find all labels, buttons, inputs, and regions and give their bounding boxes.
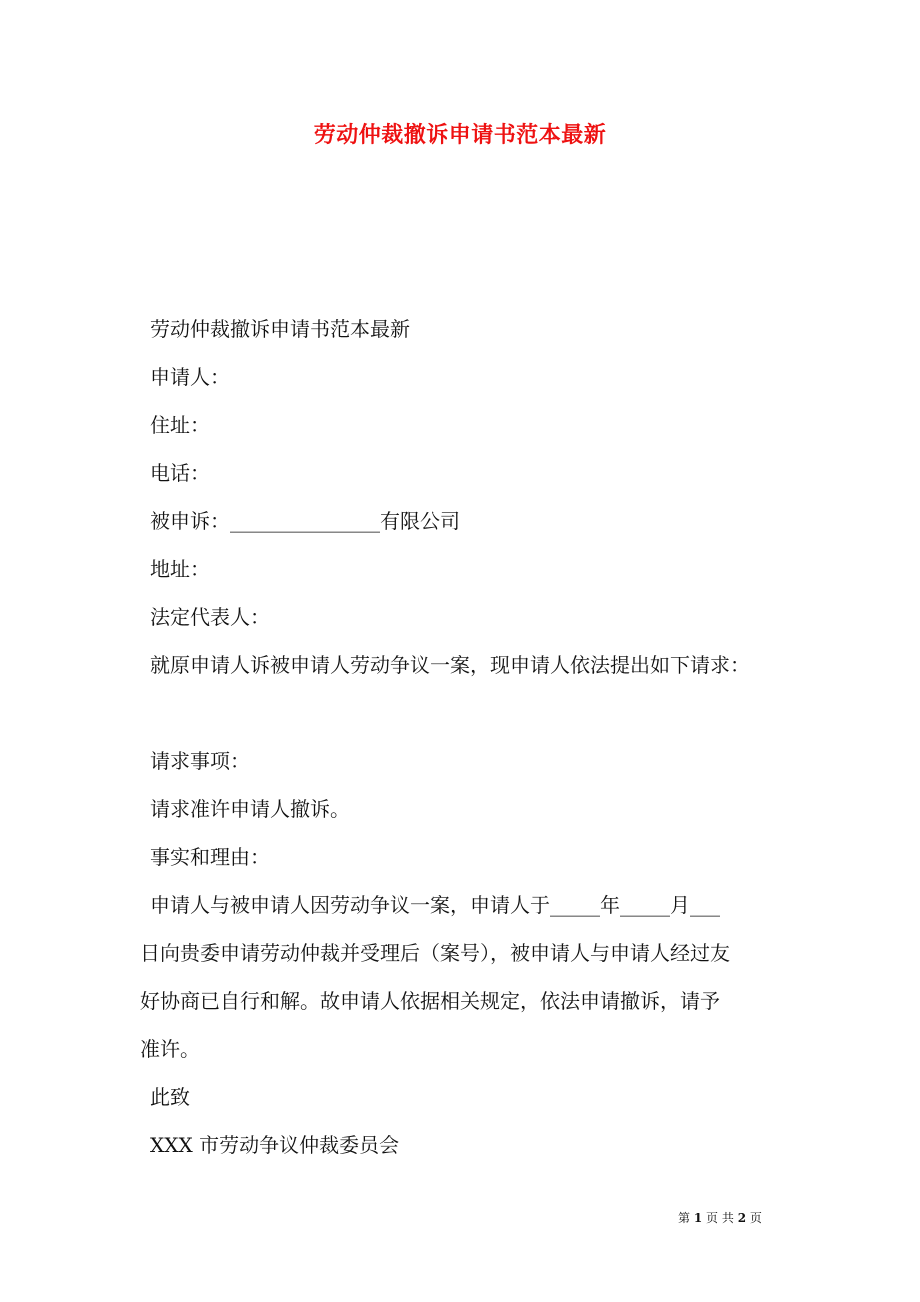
page-number <box>678 1209 762 1226</box>
facts-heading: 事实和理由： <box>150 845 270 869</box>
legal-rep-label: 法定代表人： <box>150 605 270 629</box>
intro-paragraph: 就原申请人诉被申请人劳动争议一案，现申请人依法提出如下请求： <box>150 653 750 677</box>
facts-line-1: 申请人与被申请人因劳动争议一案，申请人于_____年_____月___ <box>150 893 720 917</box>
respondent-line: 被申诉：_______________有限公司 <box>150 509 460 533</box>
request-text: 请求准许申请人撤诉。 <box>150 797 350 821</box>
document-title: 劳动仲裁撤诉申请书范本最新 <box>313 123 607 148</box>
applicant-label: 申请人： <box>150 365 230 389</box>
facts-line-2: 日向贵委申请劳动仲裁并受理后（案号），被申请人与申请人经过友 <box>140 941 730 965</box>
page-prefix: 第 <box>678 1211 691 1225</box>
respondent-address-label: 地址： <box>150 557 210 581</box>
body-heading: 劳动仲裁撤诉申请书范本最新 <box>150 317 410 341</box>
page-middle: 页 共 <box>706 1211 734 1225</box>
phone-label: 电话： <box>150 461 210 485</box>
facts-line-4: 准许。 <box>140 1037 200 1061</box>
recipient-text: XXX 市劳动争议仲裁委员会 <box>150 1133 400 1157</box>
facts-line-3: 好协商已自行和解。故申请人依据相关规定，依法申请撤诉，请予 <box>140 989 720 1013</box>
total-pages: 2 <box>737 1211 747 1225</box>
page-suffix: 页 <box>749 1211 762 1225</box>
request-heading: 请求事项： <box>150 749 250 773</box>
current-page: 1 <box>693 1211 703 1225</box>
address-label: 住址： <box>150 413 210 437</box>
closing-text: 此致 <box>150 1085 190 1109</box>
